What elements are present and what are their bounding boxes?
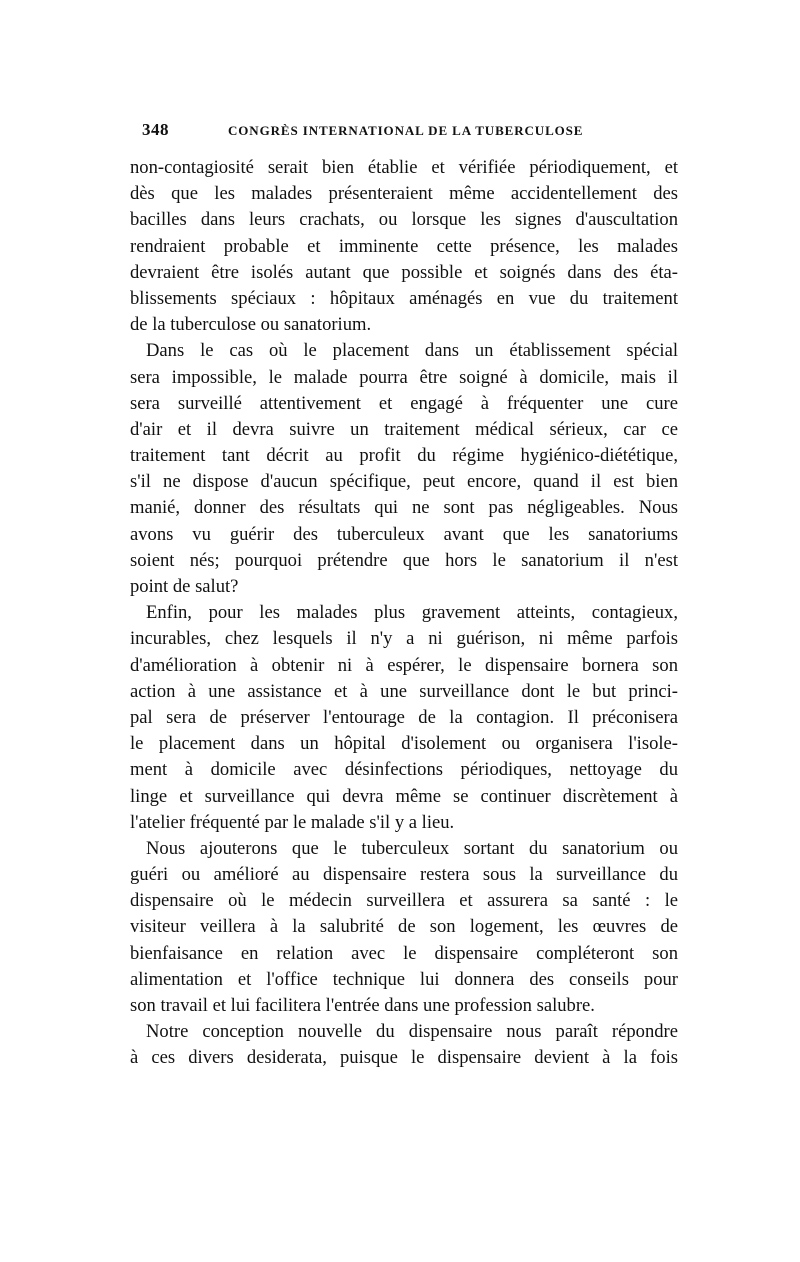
text-line: action à une assistance et à une surveillance dont le but princi-: [130, 680, 678, 702]
paragraph-start-line: Enfin, pour les malades plus gravement atteints, contagieux,: [146, 602, 678, 624]
text-line: le placement dans un hôpital d'isolement ou organisera l'isole-: [130, 733, 678, 755]
text-line: l'atelier fréquenté par le malade s'il y a lieu.: [130, 811, 455, 833]
text-line: son travail et lui facilitera l'entrée dans une profession salubre.: [130, 995, 595, 1016]
text-line: visiteur veillera à la salubrité de son logement, les œuvres de: [130, 916, 678, 938]
text-line: non-contagiosité serait bien établie et vérifiée périodiquement, et: [130, 157, 678, 178]
paragraph-start-line: Nous ajouterons que le tuberculeux sortant du sanatorium ou: [146, 837, 678, 859]
running-title: CONGRÈS INTERNATIONAL DE LA TUBERCULOSE: [228, 123, 584, 138]
text-line: dispensaire où le médecin surveillera et assurera sa santé : le: [130, 890, 678, 912]
body-text: [130, 155, 678, 1072]
text-line: à ces divers desiderata, puisque le dispensaire devient à la fois: [130, 1047, 678, 1069]
text-line: d'amélioration à obtenir ni à espérer, le dispensaire bornera son: [130, 654, 678, 676]
text-line: avons vu guérir des tuberculeux avant que les sanatoriums: [130, 523, 678, 545]
text-line: bacilles dans leurs crachats, ou lorsque les signes d'auscultation: [130, 209, 678, 231]
text-line: ment à domicile avec désinfections périodiques, nettoyage du: [130, 759, 678, 781]
text-line: guéri ou amélioré au dispensaire restera sous la surveillance du: [130, 864, 678, 886]
text-line: traitement tant décrit au profit du régime hygiénico-diététique,: [130, 445, 678, 467]
text-line: manié, donner des résultats qui ne sont pas négligeables. Nous: [130, 497, 678, 519]
text-line: soient nés; pourquoi prétendre que hors le sanatorium il n'est: [130, 549, 678, 571]
text-line: rendraient probable et imminente cette présence, les malades: [130, 235, 678, 257]
paragraph-start-line: Dans le cas où le placement dans un établissement spécial: [146, 340, 678, 362]
text-line: sera impossible, le malade pourra être soigné à domicile, mais il: [130, 366, 678, 388]
text-line: devraient être isolés autant que possible et soignés dans des éta-: [130, 261, 678, 283]
text-line: s'il ne dispose d'aucun spécifique, peut encore, quand il est bien: [130, 471, 678, 493]
text-line: blissements spéciaux : hôpitaux aménagés en vue du traitement: [130, 287, 678, 309]
text-line: de la tuberculose ou sanatorium.: [130, 314, 372, 336]
text-line: alimentation et l'office technique lui donnera des conseils pour: [130, 968, 678, 990]
paragraph-start-line: Notre conception nouvelle du dispensaire nous paraît répondre: [146, 1021, 678, 1043]
text-line: sera surveillé attentivement et engagé à fréquenter une cure: [130, 392, 678, 414]
text-line: linge et surveillance qui devra même se continuer discrètement à: [130, 785, 678, 807]
page-number: 348: [142, 120, 169, 139]
text-line: bienfaisance en relation avec le dispensaire compléteront son: [130, 942, 678, 964]
text-line: point de salut?: [130, 576, 239, 597]
page-header: [142, 119, 682, 141]
text-line: d'air et il devra suivre un traitement médical sérieux, car ce: [130, 418, 678, 440]
text-line: dès que les malades présenteraient même accidentellement des: [130, 183, 678, 205]
text-line: incurables, chez lesquels il n'y a ni guérison, ni même parfois: [130, 628, 678, 650]
text-line: pal sera de préserver l'entourage de la contagion. Il préconisera: [130, 706, 678, 728]
